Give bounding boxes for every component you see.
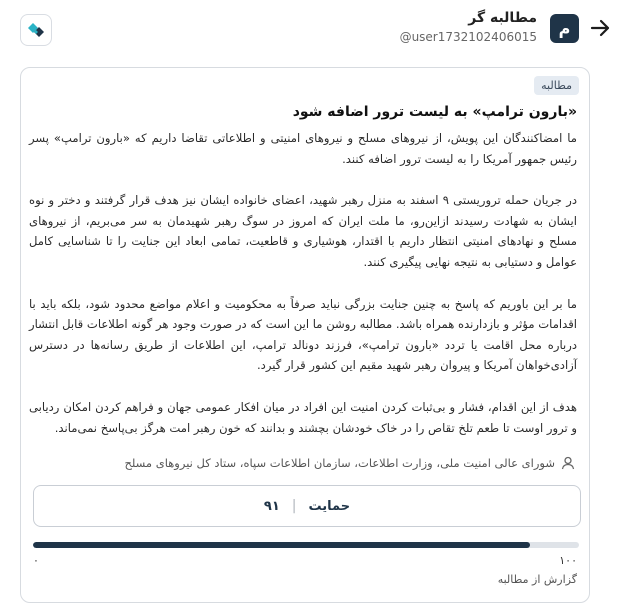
support-progress-bar [33,542,579,548]
type-badge: مطالبه [534,76,579,95]
progress-fill [33,542,530,548]
report-link[interactable]: گزارش از مطالبه [497,573,577,586]
addressees-row [35,456,575,470]
body-paragraph: ما امضاکنندگان این پویش، از نیروهای مسلح و نیروهای امنیتی و اطلاعاتی تقاضا داریم که «بارون ترامپ» پسر رئیس جمهور آمریکا را به لیست ترور اضافه کنند. [29,131,577,166]
app-logo-icon[interactable] [20,14,52,46]
username: @user1732102406015 [399,30,537,44]
avatar[interactable]: م [550,14,579,43]
page-header-text [400,10,537,44]
body-paragraph: در جریان حمله تروریستی ۹ اسفند به منزل رهبر شهید، اعضای خانواده ایشان نیز هدف قرار گرفتند و دختر و نوه ایشان به شهادت رسیدند ازاین‌رو، ما ملت ایران که امروز در سوگ رهبر شهیدمان به سر می‌بریم، از نیروهای مسلح و نهادهای امنیتی انتظار داریم با اقتدار، هوشیاری و قاطعیت، تمامی ابعاد این جنایت را تا شناسایی کامل عوامل و دستیابی به نتیجه نهایی پیگیری کنند. [29,193,577,269]
post-title: «بارون ترامپ» به لیست ترور اضافه شود [292,104,577,120]
top-bar [0,0,629,62]
support-count: ۹۱ [263,498,280,514]
addressees-text: شورای عالی امنیت ملی، وزارت اطلاعات، سازمان اطلاعات سپاه، ستاد کل نیروهای مسلح [124,456,555,470]
divider: | [291,498,297,514]
support-button[interactable] [33,485,581,527]
page-title: مطالبه گر [468,10,537,26]
back-arrow-icon[interactable] [585,13,615,43]
progress-max-label: ۱۰۰ [559,554,577,567]
person-icon [561,456,575,470]
progress-min-label: ۰ [33,554,39,567]
post-body [29,128,577,438]
body-paragraph: ما بر این باوریم که پاسخ به چنین جنایت بزرگی نباید صرفاً به محکومیت و اعلام مواضع محدود شود، بلکه باید با اقدامات مؤثر و بازدارنده همراه باشد. مطالبه روشن ما این است که در صورت وجود هر گونه اطلاعات قابل انتشار درباره محل اقامت یا تردد «بارون ترامپ»، فرزند دونالد ترامپ، این اطلاعات از طریق رسانه‌ها در دسترس آزادی‌خواهان آمریکا و پیروان رهبر شهید مقیم این کشور قرار گیرد. [29,296,577,373]
body-paragraph: هدف از این اقدام، فشار و بی‌ثبات کردن امنیت این افراد در میان افکار عمومی جهان و فراهم کردن امکان ردیابی و ترور اوست تا طعم تلخ تقاص را در خاک خودشان بچشند و بدانند که خون رهبر امت هرگز بی‌پاسخ نمی‌ماند. [29,399,577,435]
petition-card [20,67,590,603]
support-label: حمایت [308,498,351,514]
